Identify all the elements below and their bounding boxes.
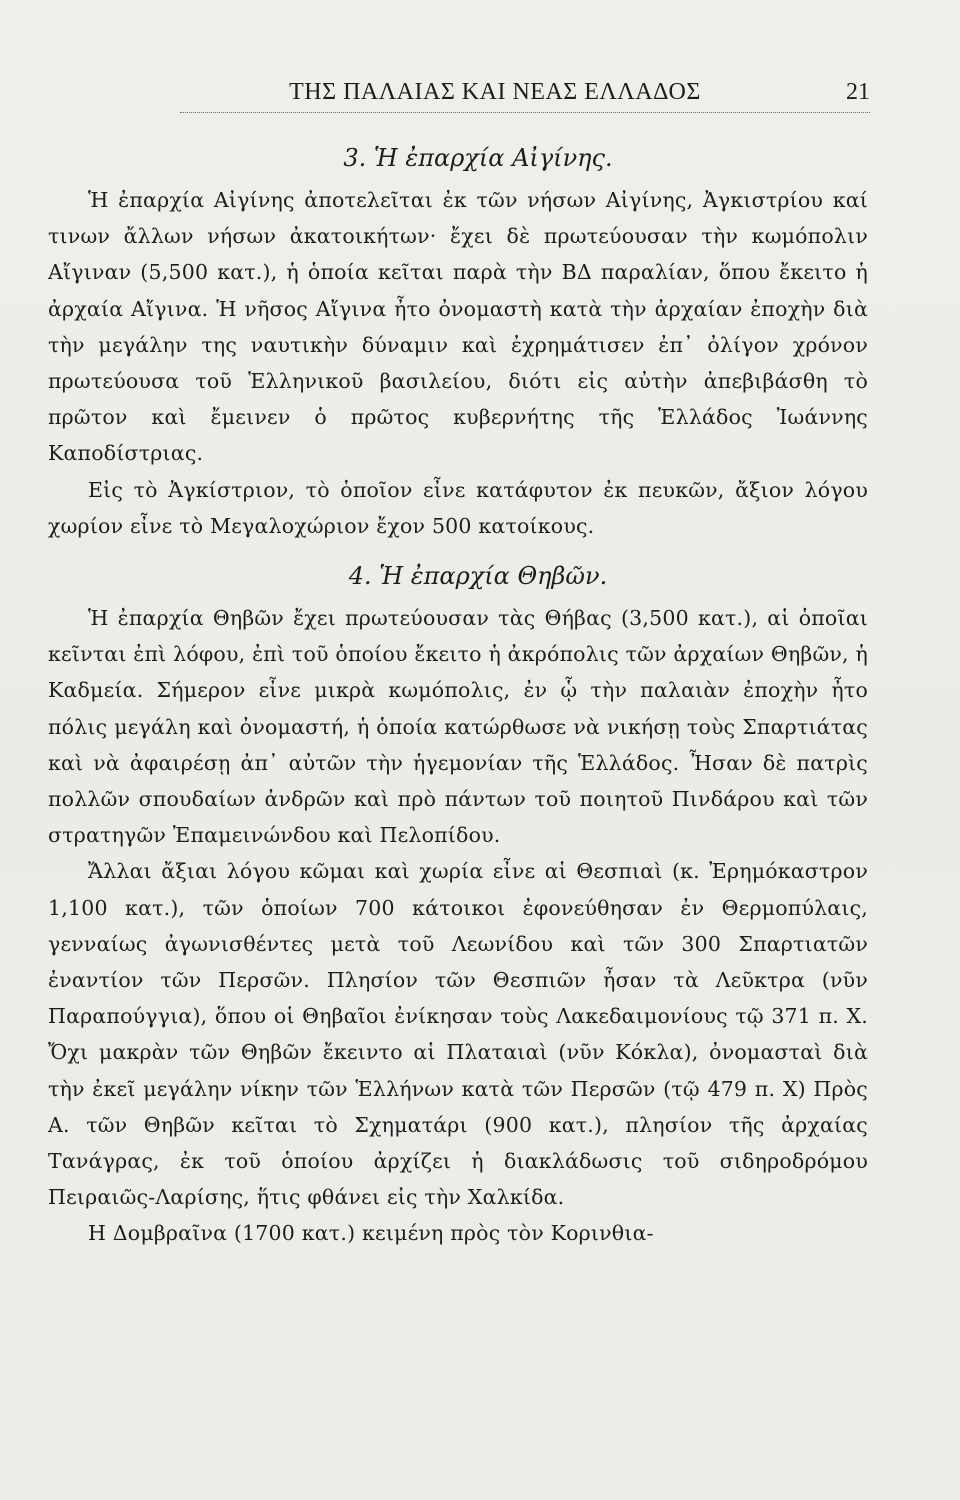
paragraph-dombraina: Η Δομβραῖνα (1700 κατ.) κειμένη πρὸς τὸν Κορινθια-: [88, 1221, 654, 1246]
section-title-thebes: 4. Ἡ ἐπαρχία Θηβῶν.: [348, 562, 608, 591]
paragraph-thebes-villages: Ἄλλαι ἄξιαι λόγου κῶμαι καὶ χωρία εἶνε αἱ Θεσπιαὶ (κ. Ἐρημόκαστρον 1,100 κατ.), τῶν ὁποίων 700 κάτοικοι ἐφονεύθησαν ἐν Θερμοπύλαις, γενναίως ἀγωνισθέντες μετὰ τοῦ Λεωνίδου καὶ τῶν 300 Σπαρτιατῶν ἐναντίον τῶν Περσῶν. Πλησίον τῶν Θεσπιῶν ἦσαν τὰ Λεῦκτρα (νῦν Παραπούγγια), ὅπου οἱ Θηβαῖοι ἐνίκησαν τοὺς Λακεδαιμονίους τῷ 371 π. Χ. Ὄχι μακρὰν τῶν Θηβῶν ἔκειντο αἱ Πλαταιαὶ (νῦν Κόκλα), ὀνομασταὶ διὰ τὴν ἐκεῖ μεγάλην νίκην τῶν Ἑλλήνων κατὰ τῶν Περσῶν (τῷ 479 π. Χ) Πρὸς Α. τῶν Θηβῶν κεῖται τὸ Σχηματάρι (900 κατ.), πλησίον τῆς ἀρχαίας Τανάγρας, ἐκ τοῦ ὁποίου ἀρχίζει ἡ διακλάδωσις τοῦ σιδηροδρόμου Πειραιῶς-Λαρίσης, ἥτις φθάνει εἰς τὴν Χαλκίδα.: [48, 859, 868, 1210]
paragraph-aegina-province: Ἡ ἐπαρχία Αἰγίνης ἀποτελεῖται ἐκ τῶν νήσων Αἰγίνης, Ἀγκιστρίου καί τινων ἄλλων νήσων ἀκατοικήτων· ἔχει δὲ πρωτεύουσαν τὴν κωμόπολιν Αἴγιναν (5,500 κατ.), ἡ ὁποία κεῖται παρὰ τὴν ΒΔ παραλίαν, ὅπου ἔκειτο ἡ ἀρχαία Αἴγινα. Ἡ νῆσος Αἴγινα ἦτο ὀνομαστὴ κατὰ τὴν ἀρχαίαν ἐποχὴν διὰ τὴν μεγάλην της ναυτικὴν δύναμιν καὶ ἐχρημάτισεν ἐπ᾽ ὀλίγον χρόνον πρωτεύουσα τοῦ Ἑλληνικοῦ βασιλείου, διότι εἰς αὐτὴν ἀπεβιβάσθη τὸ πρῶτον καὶ ἔμεινεν ὁ πρῶτος κυβερνήτης τῆς Ἑλλάδος Ἰωάννης Καποδίστριας.: [48, 188, 868, 466]
paragraph-thebes-province: Ἡ ἐπαρχία Θηβῶν ἔχει πρωτεύουσαν τὰς Θήβας (3,500 κατ.), αἱ ὁποῖαι κεῖνται ἐπὶ λόφου, ἐπὶ τοῦ ὁποίου ἔκειτο ἡ ἀκρόπολις τῶν ἀρχαίων Θηβῶν, ἡ Καδμεία. Σήμερον εἶνε μικρὰ κωμόπολις, ἐν ᾧ τὴν παλαιὰν ἐποχὴν ἦτο πόλις μεγάλη καὶ ὀνομαστή, ἡ ὁποία κατώρθωσε νὰ νικήσῃ τοὺς Σπαρτιάτας καὶ νὰ ἀφαιρέσῃ ἀπ᾽ αὐτῶν τὴν ἡγεμονίαν τῆς Ἑλλάδος. Ἦσαν δὲ πατρὶς πολλῶν σπουδαίων ἀνδρῶν καὶ πρὸ πάντων τοῦ ποιητοῦ Πινδάρου καὶ τῶν στρατηγῶν Ἐπαμεινώνδου καὶ Πελοπίδου.: [48, 606, 868, 848]
running-head: ΤΗΣ ΠΑΛΑΙΑΣ ΚΑΙ ΝΕΑΣ ΕΛΛΑΔΟΣ: [289, 79, 701, 105]
body-text: [48, 138, 868, 1252]
section-title-aegina: 3. Ἡ ἐπαρχία Αἰγίνης.: [343, 144, 613, 172]
page-number: 21: [846, 79, 870, 105]
page-header: [180, 72, 870, 113]
paragraph-agkistri: Εἰς τὸ Ἀγκίστριον, τὸ ὁποῖον εἶνε κατάφυτον ἐκ πευκῶν, ἄξιον λόγου χωρίον εἶνε τὸ Μεγαλοχώριον ἔχον 500 κατοίκους.: [48, 477, 868, 538]
